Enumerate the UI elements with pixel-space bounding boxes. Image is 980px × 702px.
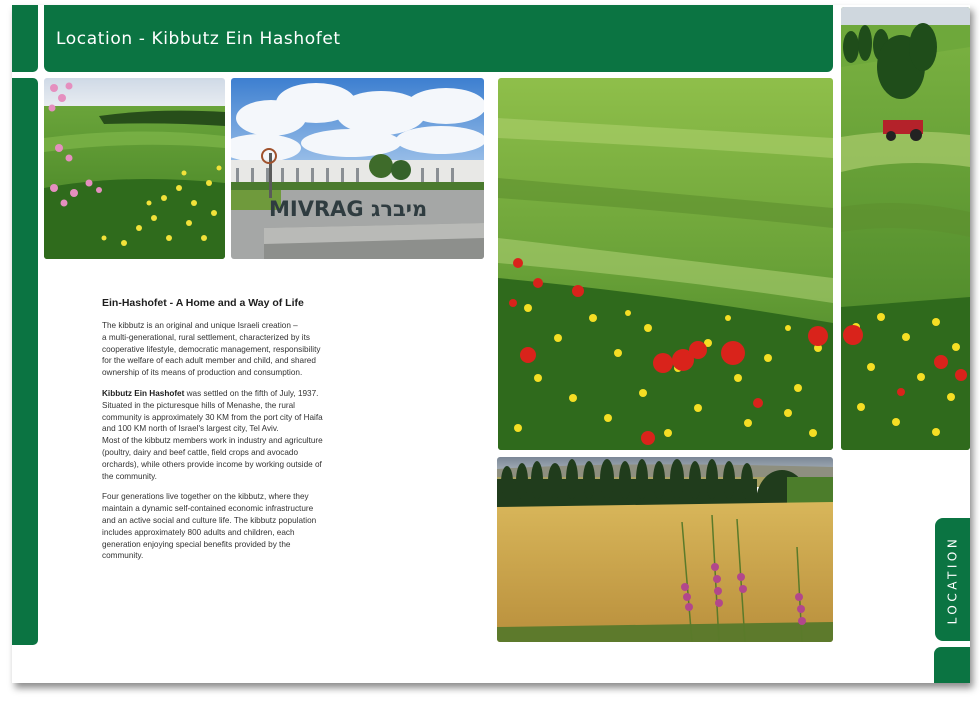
article-paragraph-2: Kibbutz Ein Hashofet was settled on the fifth of July, 1937. Situated in the picturesque hills of Menashe, the rural community is approximately 30 KM from the port city of Haifa and 100 KM north of Israel's largest city, Tel Aviv. Most of the kibbutz members work in industry and agriculture (poultry, dairy and beef cattle, field crops and avocado orchards), while others provide income by working outside of the community. (102, 388, 323, 481)
side-tab-label: LOCATION (945, 535, 960, 624)
left-rail (12, 78, 38, 645)
brochure-page (12, 5, 970, 683)
article-heading: Ein-Hashofet - A Home and a Way of Life (102, 297, 304, 309)
kibbutz-name-bold: Kibbutz Ein Hashofet (102, 388, 185, 398)
photo-golden-field (497, 457, 833, 642)
photo-meadow-flowers (44, 78, 225, 259)
article (102, 297, 346, 571)
article-paragraph-1: The kibbutz is an original and unique Israeli creation – a multi-generational, rural settlement, characterized by its cooperative lifestyle, democratic management, responsibility for the welfare of each adult member and child, and shared ownership of its means of production and consumption. (102, 321, 321, 378)
page-title: Location - Kibbutz Ein Hashofet (56, 28, 341, 49)
corner-block-bottom (934, 647, 970, 683)
article-paragraph-3: Four generations live together on the kibbutz, where they maintain a dynamic self-contained economic infrastructure and an active social and culture life. The kibbutz population includes approximately 800 adults and children, each generation enjoying special benefits provided by the community. (102, 492, 317, 561)
location-side-tab (935, 518, 970, 641)
photo-poppy-field (498, 78, 833, 450)
corner-block (12, 5, 38, 72)
photo-factory-sign (231, 78, 484, 259)
factory-sign-text: MIVRAG מיברג (269, 197, 428, 221)
photo-tractor-field (841, 7, 970, 450)
header-bar (44, 5, 833, 72)
